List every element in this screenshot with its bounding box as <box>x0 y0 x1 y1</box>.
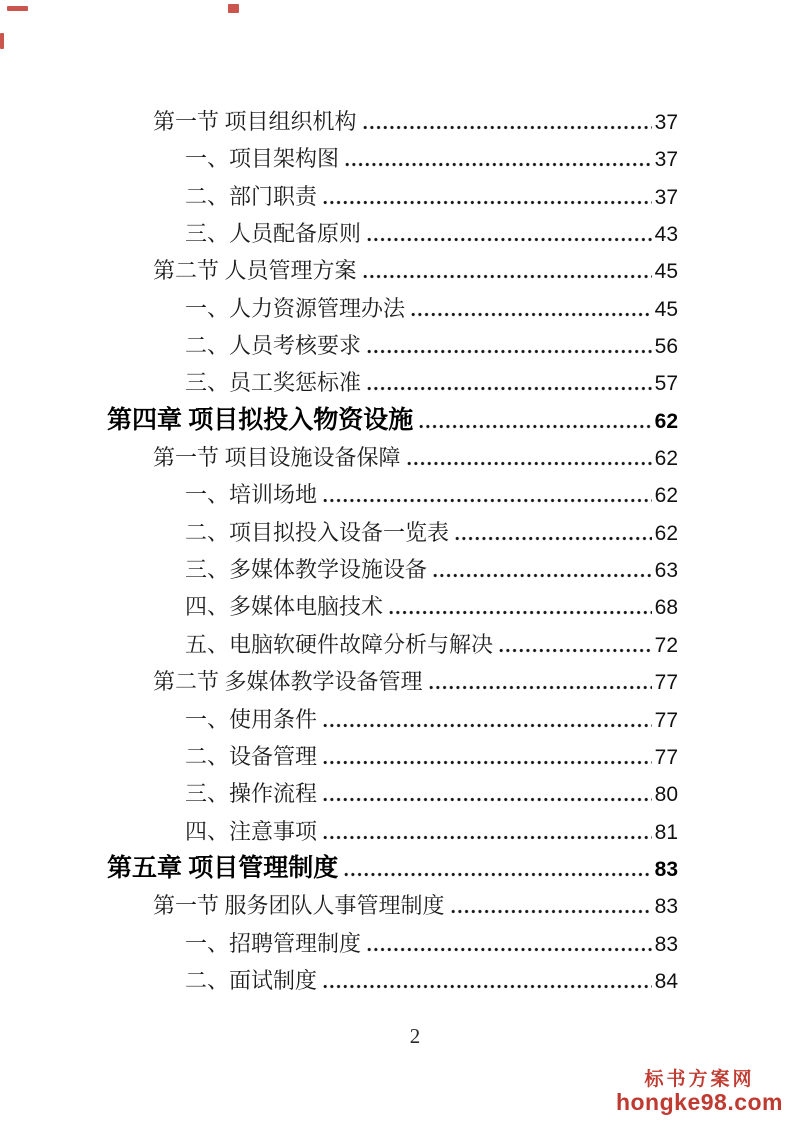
toc-entry-label: 第一节 项目组织机构 <box>153 109 357 134</box>
toc-entry-page-number: 45 <box>654 260 678 284</box>
dot-leader <box>407 461 652 466</box>
toc-entry-label: 第一节 服务团队人事管理制度 <box>153 893 445 919</box>
toc-entry-page-number: 37 <box>654 148 678 172</box>
toc-entry-item <box>107 813 678 850</box>
toc-entry-label: 一、培训场地 <box>185 482 318 508</box>
dot-leader <box>344 872 651 877</box>
site-watermark <box>616 1070 783 1114</box>
toc-entry-page-number: 43 <box>654 223 678 247</box>
toc-entry-section <box>107 663 678 700</box>
dot-leader <box>433 573 652 578</box>
toc-entry-item <box>107 775 678 812</box>
toc-entry-section <box>107 887 678 924</box>
dot-leader <box>451 909 652 914</box>
toc-entry-label: 第一节 项目设施设备保障 <box>153 445 401 471</box>
toc-entry-label: 二、设备管理 <box>185 743 318 769</box>
toc-entry-label: 一、招聘管理制度 <box>185 930 362 956</box>
toc-entry-label: 第四章 项目拟投入物资设施 <box>107 406 414 434</box>
toc-entry-label: 一、使用条件 <box>185 706 318 732</box>
toc-entry-page-number: 84 <box>654 969 678 993</box>
toc-entry-label: 二、人员考核要求 <box>185 333 362 359</box>
dot-leader <box>367 947 652 952</box>
toc-entry-item <box>107 738 678 775</box>
toc-entry-item <box>107 626 678 663</box>
red-watermark-fragment <box>228 4 239 13</box>
toc-entry-label: 第五章 项目管理制度 <box>107 854 339 882</box>
toc-entry-label: 五、电脑软硬件故障分析与解决 <box>185 631 494 657</box>
toc-entry-chapter <box>107 402 678 439</box>
toc-entry-item <box>107 364 678 401</box>
red-watermark-fragment <box>0 33 4 49</box>
toc-entry-page-number: 57 <box>654 372 678 396</box>
dot-leader <box>429 685 652 690</box>
toc-entry-label: 二、项目拟投入设备一览表 <box>185 519 450 545</box>
dot-leader <box>455 536 652 541</box>
dot-leader <box>323 723 652 728</box>
dot-leader <box>323 835 652 840</box>
toc-entry-page-number: 62 <box>654 447 678 471</box>
toc-entry-page-number: 62 <box>654 521 678 545</box>
dot-leader <box>419 424 651 429</box>
red-watermark-fragment <box>7 6 28 11</box>
table-of-contents <box>107 103 678 999</box>
toc-entry-label: 三、员工奖惩标准 <box>185 370 362 396</box>
toc-entry-page-number: 62 <box>654 484 678 508</box>
dot-leader <box>367 237 652 242</box>
dot-leader <box>499 648 652 653</box>
toc-entry-item <box>107 327 678 364</box>
dot-leader <box>367 386 652 391</box>
toc-entry-item <box>107 551 678 588</box>
toc-entry-item <box>107 140 678 177</box>
toc-entry-section <box>107 103 678 140</box>
dot-leader <box>411 312 652 317</box>
dot-leader <box>323 760 652 765</box>
toc-entry-page-number: 37 <box>654 111 678 134</box>
toc-entry-item <box>107 701 678 738</box>
toc-entry-item <box>107 588 678 625</box>
toc-entry-label: 一、人力资源管理办法 <box>185 295 406 321</box>
toc-entry-page-number: 68 <box>654 596 678 620</box>
toc-entry-label: 四、多媒体电脑技术 <box>185 594 384 620</box>
toc-entry-label: 三、多媒体教学设施设备 <box>185 557 428 583</box>
toc-entry-item <box>107 290 678 327</box>
toc-entry-item <box>107 962 678 999</box>
watermark-site-url: hongke98.com <box>615 1088 783 1115</box>
toc-entry-page-number: 81 <box>654 820 678 844</box>
toc-entry-page-number: 77 <box>654 708 678 732</box>
dot-leader <box>363 125 652 130</box>
toc-entry-section <box>107 252 678 289</box>
toc-entry-page-number: 80 <box>654 783 678 807</box>
toc-entry-page-number: 62 <box>654 409 678 433</box>
toc-entry-item <box>107 178 678 215</box>
dot-leader <box>323 200 652 205</box>
toc-entry-item <box>107 476 678 513</box>
dot-leader <box>389 610 652 615</box>
toc-entry-page-number: 77 <box>654 671 678 695</box>
toc-entry-page-number: 83 <box>654 932 678 956</box>
dot-leader <box>323 984 652 989</box>
toc-entry-page-number: 45 <box>654 297 678 321</box>
toc-entry-page-number: 72 <box>654 633 678 657</box>
toc-entry-item <box>107 215 678 252</box>
toc-entry-item <box>107 514 678 551</box>
toc-entry-page-number: 63 <box>654 559 678 583</box>
toc-entry-page-number: 37 <box>654 185 678 209</box>
toc-entry-section <box>107 439 678 476</box>
toc-entry-item <box>107 925 678 962</box>
toc-entry-chapter <box>107 850 678 887</box>
toc-entry-label: 二、部门职责 <box>185 183 318 209</box>
toc-entry-label: 四、注意事项 <box>185 818 318 844</box>
watermark-site-name: 标书方案网 <box>644 1068 755 1090</box>
footer-page-number: 2 <box>409 1024 421 1048</box>
toc-entry-page-number: 83 <box>654 895 678 919</box>
toc-entry-page-number: 77 <box>654 745 678 769</box>
dot-leader <box>363 274 652 279</box>
toc-entry-label: 第二节 人员管理方案 <box>153 258 357 284</box>
toc-entry-label: 三、操作流程 <box>185 781 318 807</box>
toc-entry-label: 二、面试制度 <box>185 967 318 993</box>
dot-leader <box>367 349 652 354</box>
toc-entry-page-number: 56 <box>654 335 678 359</box>
toc-entry-page-number: 83 <box>654 857 678 881</box>
toc-entry-label: 第二节 多媒体教学设备管理 <box>153 669 423 695</box>
toc-entry-label: 一、项目架构图 <box>185 146 340 172</box>
toc-entry-label: 三、人员配备原则 <box>185 221 362 247</box>
dot-leader <box>323 498 652 503</box>
dot-leader <box>345 162 652 167</box>
dot-leader <box>323 797 652 802</box>
